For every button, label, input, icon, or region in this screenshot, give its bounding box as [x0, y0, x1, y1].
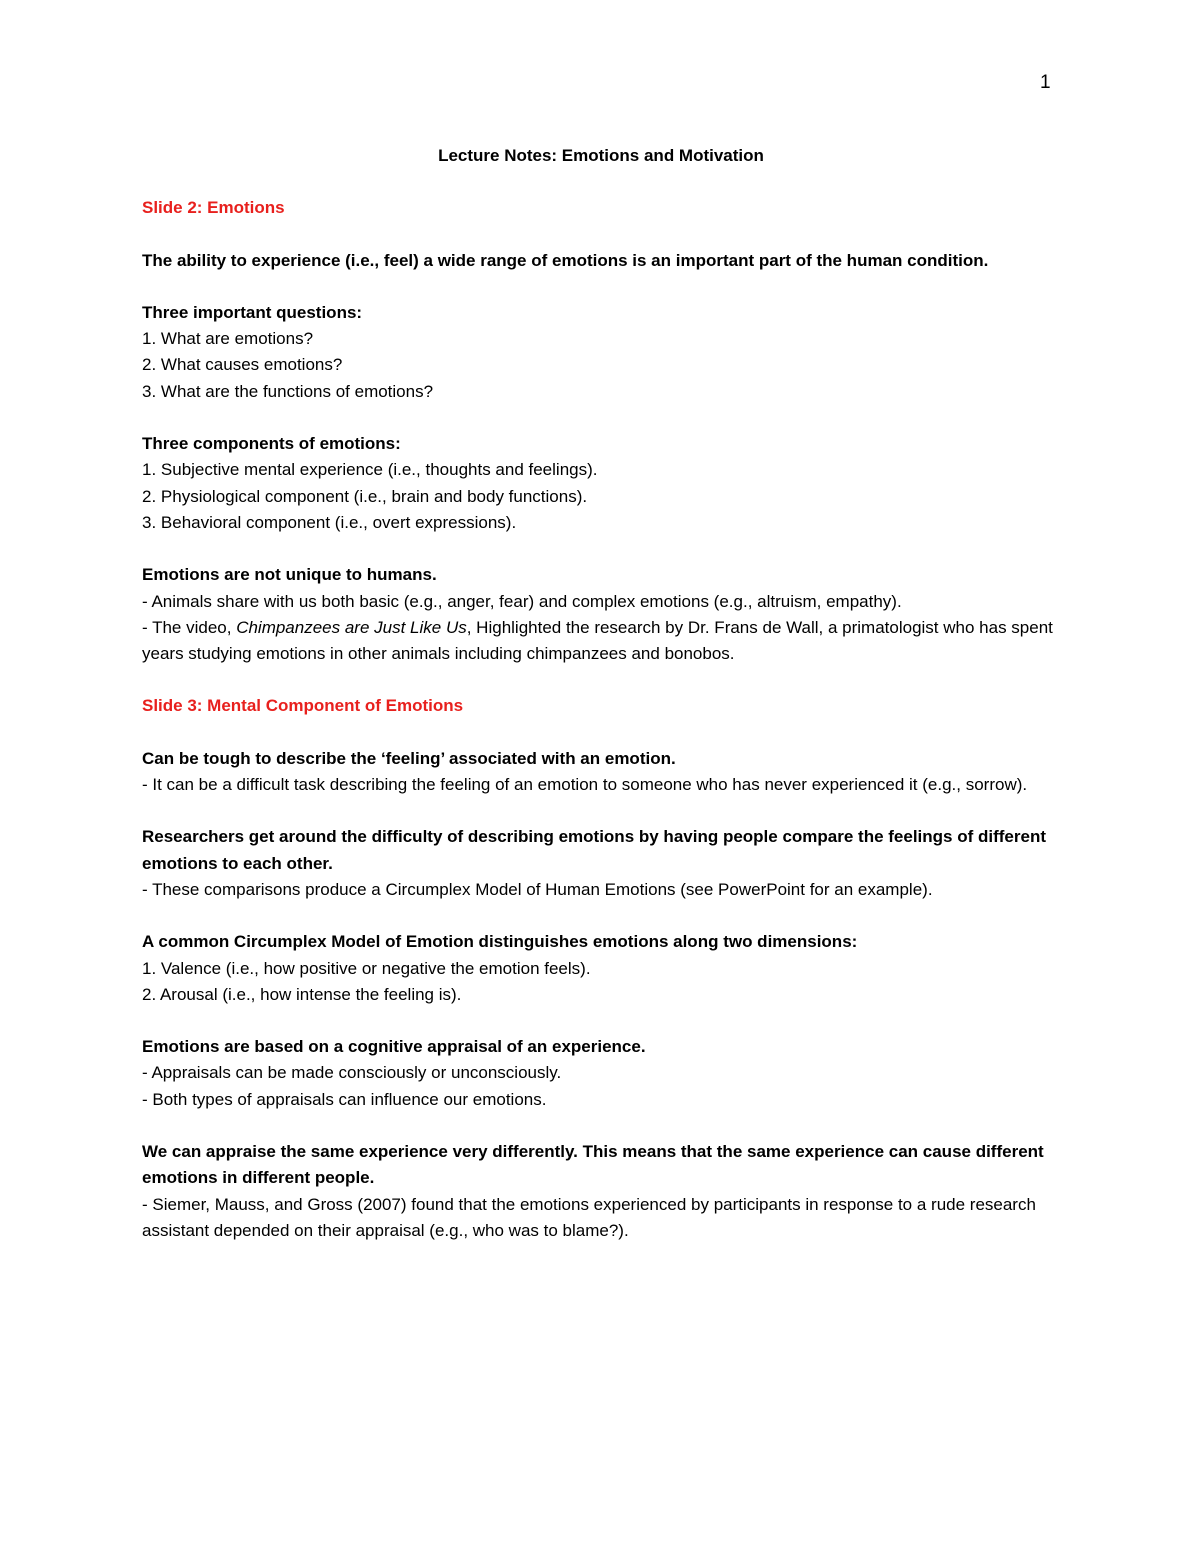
dimension-item: 2. Arousal (i.e., how intense the feeling is).: [142, 984, 462, 1004]
differently-heading: We can appraise the same experience very differently. This means that the same experience can cause different emotions in different people.: [142, 1142, 1044, 1188]
appraisal-item: - Both types of appraisals can influence our emotions.: [142, 1089, 547, 1109]
slide-2-intro: [142, 248, 1060, 274]
slide-2-heading: Slide 2: Emotions: [142, 198, 285, 218]
question-item: 2. What causes emotions?: [142, 355, 343, 375]
tough-section: [142, 746, 1060, 799]
questions-heading: Three important questions:: [142, 302, 363, 322]
component-item: 2. Physiological component (i.e., brain and body functions).: [142, 486, 588, 506]
animals-bullet: - Animals share with us both basic (e.g., anger, fear) and complex emotions (e.g., altruism, empathy).: [142, 591, 902, 611]
researchers-bullet: - These comparisons produce a Circumplex Model of Human Emotions (see PowerPoint for an example).: [142, 879, 933, 899]
questions-section: [142, 300, 1060, 405]
dimension-item: 1. Valence (i.e., how positive or negative the emotion feels).: [142, 958, 591, 978]
appraisal-heading: Emotions are based on a cognitive appraisal of an experience.: [142, 1037, 646, 1057]
appraisal-section: [142, 1034, 1060, 1113]
video-bullet-prefix: - The video,: [142, 617, 237, 637]
not-unique-heading: Emotions are not unique to humans.: [142, 565, 437, 585]
appraisal-item: - Appraisals can be made consciously or unconsciously.: [142, 1063, 562, 1083]
intro-text: The ability to experience (i.e., feel) a wide range of emotions is an important part of the human condition.: [142, 250, 989, 270]
component-item: 1. Subjective mental experience (i.e., thoughts and feelings).: [142, 460, 598, 480]
circumplex-heading: A common Circumplex Model of Emotion distinguishes emotions along two dimensions:: [142, 932, 858, 952]
page-number: 1: [1040, 72, 1051, 93]
components-heading: Three components of emotions:: [142, 434, 401, 454]
tough-bullet: - It can be a difficult task describing the feeling of an emotion to someone who has never experienced it (e.g., sorrow).: [142, 775, 1028, 795]
circumplex-section: [142, 929, 1060, 1008]
document-body: [142, 143, 1060, 1270]
researchers-heading: Researchers get around the difficulty of describing emotions by having people compare the feelings of different emotions to each other.: [142, 827, 1046, 873]
document-title: Lecture Notes: Emotions and Motivation: [438, 146, 764, 165]
component-item: 3. Behavioral component (i.e., overt expressions).: [142, 512, 517, 532]
components-section: [142, 431, 1060, 536]
differently-bullet: - Siemer, Mauss, and Gross (2007) found that the emotions experienced by participants in response to a rude research assistant depended on their appraisal (e.g., who was to blame?).: [142, 1194, 1036, 1240]
question-item: 1. What are emotions?: [142, 329, 314, 349]
differently-section: [142, 1139, 1060, 1244]
video-title: Chimpanzees are Just Like Us: [236, 617, 467, 637]
video-bullet: [142, 615, 1060, 668]
slide-3-heading: Slide 3: Mental Component of Emotions: [142, 696, 464, 716]
tough-heading: Can be tough to describe the ‘feeling’ associated with an emotion.: [142, 748, 676, 768]
question-item: 3. What are the functions of emotions?: [142, 381, 434, 401]
not-unique-section: [142, 562, 1060, 667]
researchers-section: [142, 824, 1060, 903]
video-bullet-suffix: , Highlighted the research by Dr. Frans de Wall, a primatologist who has spent years studying emotions in other animals including chimpanzees and bonobos.: [142, 617, 1053, 664]
